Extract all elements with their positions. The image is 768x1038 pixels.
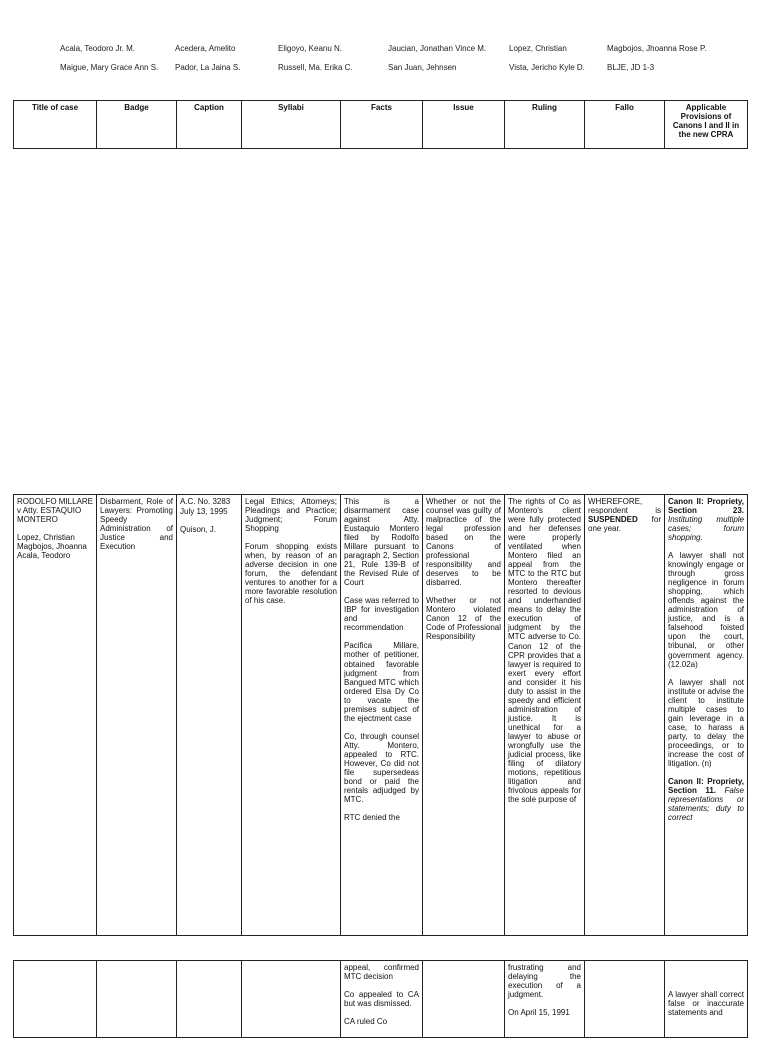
column-header-title: Title of case bbox=[14, 101, 97, 149]
column-header-ruling: Ruling bbox=[505, 101, 585, 149]
column-header-caption: Caption bbox=[177, 101, 242, 149]
fallo-cell bbox=[585, 495, 665, 936]
issue-paragraph: Whether or not Montero violated Canon 12 of the Code of Professional Responsibility bbox=[426, 596, 501, 642]
issue-paragraph: Whether or not the counsel was guilty of malpractice of the legal profession based on the Canons of professional responsibility and deserves to be disbarred. bbox=[426, 497, 501, 588]
fallo-text: for one year. bbox=[588, 515, 661, 534]
member-name: Acala, Teodoro Jr. M. bbox=[60, 44, 135, 53]
facts-cell bbox=[341, 961, 423, 1038]
badge-cell bbox=[97, 495, 177, 936]
case-number: A.C. No. 3283 bbox=[180, 497, 231, 506]
ruling-paragraph: On April 15, 1991 bbox=[508, 1008, 570, 1018]
column-header-facts: Facts bbox=[341, 101, 423, 149]
issue-cell bbox=[423, 961, 505, 1038]
facts-paragraph: Pacifica Millare, mother of petitioner, obtained favorable judgment from Bangued MTC which ordered Elsa Dy Co to vacate the premises subject of the ejectment case bbox=[344, 641, 419, 723]
column-header-issue: Issue bbox=[423, 101, 505, 149]
provisions-cell bbox=[665, 961, 748, 1038]
canon-heading: Canon II: Propriety, Section 23. bbox=[668, 497, 744, 516]
facts-paragraph: RTC denied the bbox=[344, 812, 400, 822]
fallo-cell bbox=[585, 961, 665, 1038]
case-digest-table bbox=[13, 494, 748, 936]
syllabi-cell bbox=[242, 495, 341, 936]
member-name: Jaucian, Jonathan Vince M. bbox=[388, 44, 487, 53]
case-date: July 13, 1995 bbox=[180, 507, 228, 517]
case-reporters: Lopez, Christian Magbojos, Jhoanna Acala, Teodoro bbox=[17, 533, 87, 561]
case-ponente: Quison, J. bbox=[180, 525, 217, 535]
header-row bbox=[14, 101, 748, 149]
facts-paragraph: This is a disarmament case against Atty. Eustaquio Montero filed by Rodolfo Millare pursuant to paragraph 2, Section 21, Rule 139-B of the Revised Rule of Court bbox=[344, 497, 419, 588]
facts-paragraph: CA ruled Co bbox=[344, 1017, 388, 1027]
member-name: Maigue, Mary Grace Ann S. bbox=[60, 63, 159, 72]
column-header-provisions: Applicable Provisions of Canons I and II in the new CPRA bbox=[665, 101, 748, 149]
case-title: RODOLFO MILLARE v Atty. ESTAQUIO MONTERO bbox=[17, 497, 94, 525]
facts-paragraph: Case was referred to IBP for investigation and recommendation bbox=[344, 596, 419, 633]
fallo-text: WHEREFORE, respondent is bbox=[588, 497, 661, 516]
title-cell bbox=[14, 495, 97, 936]
group-members bbox=[0, 0, 768, 90]
ruling-cell bbox=[505, 495, 585, 936]
facts-paragraph: appeal, confirmed MTC decision bbox=[344, 963, 419, 982]
column-header-syllabi: Syllabi bbox=[242, 101, 341, 149]
ruling-cell bbox=[505, 961, 585, 1038]
member-name: Acedera, Amelito bbox=[175, 44, 236, 53]
canon-section-title: False representations or statements; duty to correct bbox=[668, 785, 744, 822]
column-header-fallo: Fallo bbox=[585, 101, 665, 149]
member-name: Vista, Jericho Kyle D. bbox=[509, 63, 585, 72]
member-name: Eligoyo, Keanu N. bbox=[278, 44, 343, 53]
syllabi-cell bbox=[242, 961, 341, 1038]
caption-cell bbox=[177, 961, 242, 1038]
facts-paragraph: Co, through counsel Atty. Montero, appealed to RTC. However, Co did not file supersedeas bond or paid the rentals adjudged by MTC. bbox=[344, 731, 419, 804]
member-name: Russell, Ma. Erika C. bbox=[278, 63, 353, 72]
ruling-paragraph: frustrating and delaying the execution of a judgment. bbox=[508, 963, 581, 1000]
syllabi-text: Forum shopping exists when, by reason of an adverse decision in one forum, the defendant ventures to another for a more favorable resolution of his case. bbox=[245, 542, 337, 606]
facts-cell bbox=[341, 495, 423, 936]
case-badge: Disbarment, Role of Lawyers: Promoting Speedy Administration of Justice and Execution bbox=[100, 497, 173, 552]
digest-header-table bbox=[13, 100, 748, 149]
case-row bbox=[14, 495, 748, 936]
case-digest-continuation-table bbox=[13, 960, 748, 1038]
canon-section-title: Instituting multiple cases; forum shopping. bbox=[668, 515, 744, 543]
fallo-penalty: SUSPENDED bbox=[588, 515, 638, 525]
continuation-row bbox=[14, 961, 748, 1038]
provisions-cell bbox=[665, 495, 748, 936]
member-name: Lopez, Christian bbox=[509, 44, 567, 53]
canon-heading: Canon II: Propriety, Section 11. bbox=[668, 776, 744, 795]
facts-paragraph: Co appealed to CA but was dismissed. bbox=[344, 990, 419, 1009]
canon-text: A lawyer shall not institute or advise the client to institute multiple cases to gain leverage in a case, to harass a party, to delay the proceedings, or to increase the cost of litigation. (n) bbox=[668, 677, 744, 768]
syllabi-keywords: Legal Ethics; Attorneys; Pleadings and Practice; Judgment; Forum Shopping bbox=[245, 497, 337, 534]
issue-cell bbox=[423, 495, 505, 936]
section-label: BLJE, JD 1-3 bbox=[607, 63, 655, 72]
caption-cell bbox=[177, 495, 242, 936]
badge-cell bbox=[97, 961, 177, 1038]
column-header-badge: Badge bbox=[97, 101, 177, 149]
canon-text: A lawyer shall not knowingly engage or through gross negligence in forum shopping, which offends against the administration of justice, and is a falsehood foisted upon the court, tribunal, or other government agency. (12.02a) bbox=[668, 551, 744, 669]
member-name: Magbojos, Jhoanna Rose P. bbox=[607, 44, 707, 53]
canon-text: A lawyer shall correct false or inaccurate statements and bbox=[668, 990, 744, 1018]
ruling-paragraph: The rights of Co as Montero's client were fully protected and her defenses were properly ventilated when Montero filed an appeal from the MTC to the RTC but Montero thereafter resorted to devious and underhanded means to delay the execution of judgment by the MTC adverse to Co. Canon 12 of the CPR provides that a lawyer is required to exert every effort and consider it his duty to assist in the speedy and efficient administration of justice. It is unethical for a lawyer to abuse or wrongfully use the judicial process, like filing of dilatory motions, repetitious litigation and frivolous appeals for the sole purpose of bbox=[508, 497, 581, 805]
member-name: Pador, La Jaina S. bbox=[175, 63, 241, 72]
member-name: San Juan, Jehnsen bbox=[388, 63, 457, 72]
title-cell bbox=[14, 961, 97, 1038]
